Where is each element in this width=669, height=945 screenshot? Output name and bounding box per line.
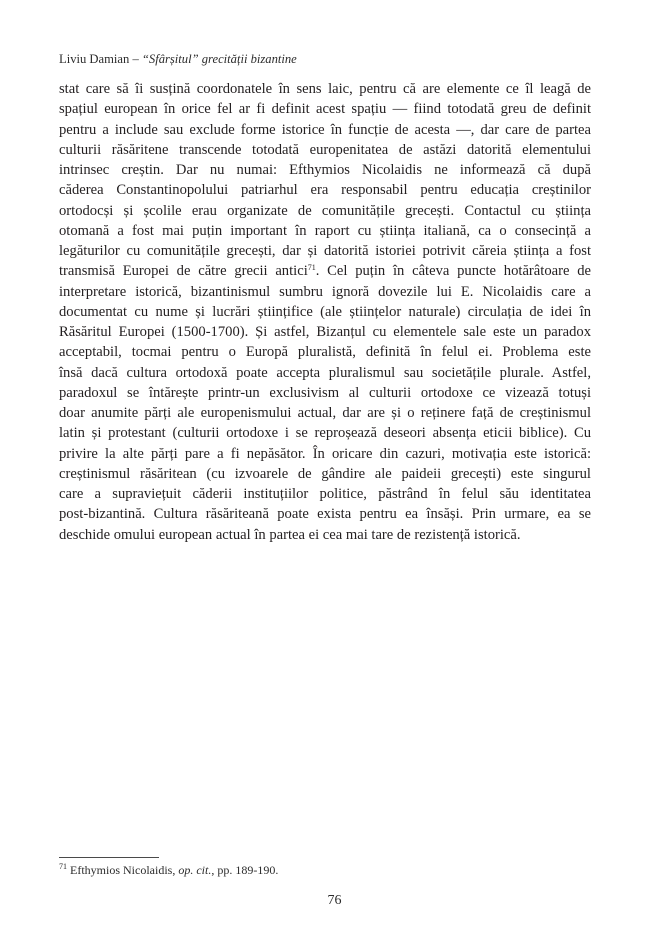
body-line: creștinismul răsăritean (cu izvoarele de gândire ale paideii grecești) este singurul <box>59 465 591 482</box>
page-number: 76 <box>327 893 342 908</box>
body-line: pentru a include sau exclude forme istorice în funcție de acesta —, dar care de partea <box>59 121 591 138</box>
body-line: doar anumite părți ale europenismului actual, dar are și o reținere față de creștinismul <box>59 405 591 421</box>
footnote-pages: , pp. 189-190. <box>211 863 279 877</box>
body-line: căderea Constantinopolului patriarhul era responsabil pentru educația creștinilor <box>59 182 591 199</box>
body-line: care a supraviețuit căderii instituțiilor politice, păstrând în felul său identitatea <box>59 486 591 502</box>
header-title: “Sfârșitul” grecității bizantine <box>141 52 297 66</box>
body-line: ortodocși și școlile erau organizate de comunitățile grecești. Contactul cu știința <box>59 202 591 219</box>
body-text <box>59 79 591 545</box>
body-line: legăturilor cu comunitățile grecești, dar și datorită istoriei potrivit căreia știința a fost <box>59 243 591 259</box>
body-line-part: . Cel puțin în câteva puncte hotărâtoare de <box>315 263 591 280</box>
body-line: interpretare istorică, bizantinismul sumbru ignoră dovezile lui E. Nicolaidis care a <box>59 283 591 300</box>
body-line: documentat cu nume și lucrări științifice (ale științelor naturale) circulația de idei în <box>59 303 591 320</box>
running-header <box>59 51 297 67</box>
footnote-op-cit: op. cit. <box>178 863 212 877</box>
body-line-last: deschide omului european actual în partea ei cea mai tare de rezistență istorică. <box>59 526 521 543</box>
body-line: privire la alte părți pare a fi nepăsător. În oricare din cazuri, motivația este istorică: <box>59 445 591 462</box>
body-line-with-footnote-ref <box>59 261 591 281</box>
body-line: culturii răsăritene transcende totodată europenitatea de astăzi datorită elementului <box>59 141 591 158</box>
body-line-part: transmisă Europei de către grecii antici <box>59 263 308 280</box>
footnote-number: 71 <box>59 862 67 871</box>
body-line: latin și protestant (culturii ortodoxe i se reproșează deseori absența eticii biblice). Cu <box>59 425 591 442</box>
footnote-author: Efthymios Nicolaidis, <box>67 863 179 877</box>
body-line: spațiul european în orice fel ar fi definit acest spațiu — fiind totodată greu de definit <box>59 101 591 118</box>
footnote-reference[interactable]: 71 <box>307 263 316 273</box>
body-line: însă dacă cultura ortodoxă poate accepta pluralismul sau societățile plurale. Astfel, <box>59 364 591 381</box>
header-author: Liviu Damian – <box>59 52 142 66</box>
body-line: acceptabil, tocmai pentru o Europă pluralistă, definită în felul ei. Problema este <box>59 344 591 361</box>
body-line: post-bizantină. Cultura răsăriteană poate exista pentru ea însăși. Prin urmare, ea se <box>59 506 591 523</box>
body-line: Răsăritul Europei (1500-1700). Și astfel, Bizanțul cu elementele sale este un paradox <box>59 324 591 340</box>
footnote <box>59 862 278 878</box>
body-line: stat care să îi susțină coordonatele în sens laic, pentru că are elemente ce îl leagă de <box>59 81 591 97</box>
body-line: otomană a fost mai puțin important în raport cu știința italiană, ca o consecință a <box>59 222 591 239</box>
body-line: intrinsec creștin. Dar nu numai: Efthymios Nicolaidis ne informează că după <box>59 162 591 178</box>
footnote-separator <box>59 857 159 858</box>
body-line: paradoxul se întărește printr-un exclusivism al culturii ortodoxe ce vizează totuși <box>59 384 591 401</box>
